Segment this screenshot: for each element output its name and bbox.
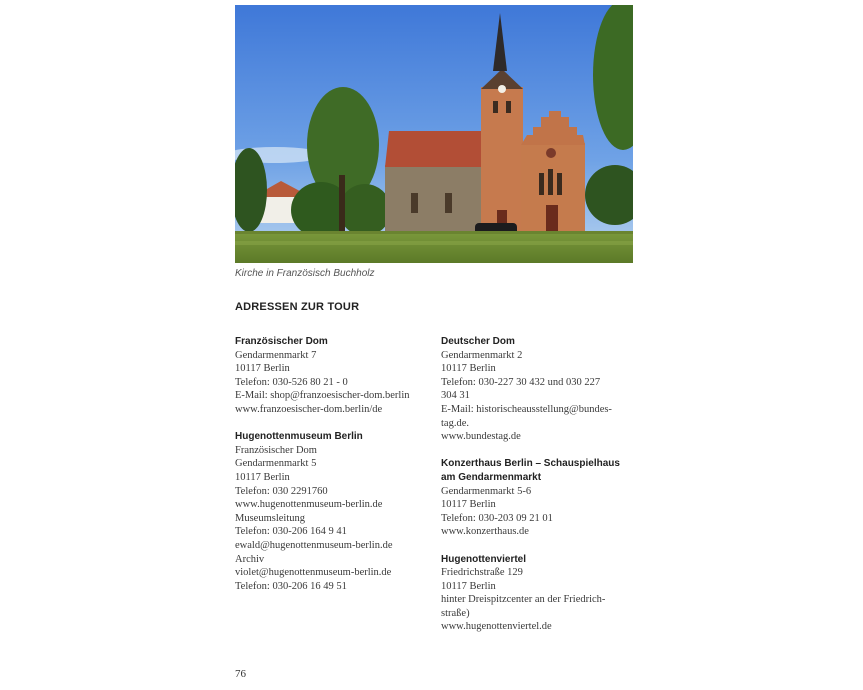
section-title: ADRESSEN ZUR TOUR [235, 301, 360, 313]
address-line: 10117 Berlin [235, 363, 290, 375]
address-line: Gendarmenmarkt 2 [441, 349, 523, 361]
address-column-right [441, 335, 633, 648]
address-title: Deutscher Dom [441, 336, 515, 347]
phone-line: Telefon: 030-227 30 432 und 030 227 [441, 376, 601, 388]
page-number: 76 [235, 668, 246, 680]
phone-line: Telefon: 030-203 09 21 01 [441, 512, 553, 524]
email-line: violet@hugenottenmuseum-berlin.de [235, 567, 392, 579]
address-line: Gendarmenmarkt 5-6 [441, 485, 532, 497]
email-line: tag.de. [441, 417, 469, 429]
address-line: 10117 Berlin [441, 580, 496, 592]
address-title: Französischer Dom [235, 336, 328, 347]
address-title: Hugenottenviertel [441, 553, 527, 565]
address-column-left [235, 335, 435, 607]
address-title: Konzerthaus Berlin – Schauspielhaus am Gendarmenmarkt [441, 458, 620, 483]
address-entry [441, 553, 633, 635]
address-entry [441, 457, 633, 539]
address-line: Französischer Dom [235, 444, 317, 456]
address-line: 10117 Berlin [235, 471, 290, 483]
address-line: Gendarmenmarkt 5 [235, 458, 317, 470]
website-line: www.hugenottenmuseum-berlin.de [235, 499, 383, 511]
address-line: Gendarmenmarkt 7 [235, 349, 317, 361]
phone-line: Telefon: 030-526 80 21 - 0 [235, 376, 348, 388]
address-entry [235, 430, 435, 593]
address-entry [235, 335, 435, 417]
phone-line: Telefon: 030 2291760 [235, 485, 328, 497]
contact-label: Archiv [235, 553, 265, 565]
address-line: 10117 Berlin [441, 363, 496, 375]
phone-line: 304 31 [441, 390, 470, 402]
address-entry [441, 335, 633, 444]
address-line: hinter Dreispitzcenter an der Friedrich- [441, 594, 606, 606]
website-line: www.konzerthaus.de [441, 526, 529, 538]
photo-caption: Kirche in Französisch Buchholz [235, 268, 375, 279]
phone-line: Telefon: 030-206 16 49 51 [235, 580, 347, 592]
email-line: E-Mail: historischeausstellung@bundes- [441, 403, 612, 415]
contact-label: Museumsleitung [235, 512, 305, 524]
email-line: ewald@hugenottenmuseum-berlin.de [235, 539, 393, 551]
website-line: www.hugenottenviertel.de [441, 621, 552, 633]
address-line: 10117 Berlin [441, 499, 496, 511]
website-line: www.franzoesischer-dom.berlin/de [235, 403, 383, 415]
address-line: Friedrichstraße 129 [441, 567, 523, 579]
church-photo [235, 5, 633, 263]
email-line: E-Mail: shop@franzoesischer-dom.berlin [235, 390, 410, 402]
website-line: www.bundestag.de [441, 431, 521, 443]
phone-line: Telefon: 030-206 164 9 41 [235, 526, 347, 538]
address-line: straße) [441, 607, 470, 619]
address-title: Hugenottenmuseum Berlin [235, 431, 363, 443]
